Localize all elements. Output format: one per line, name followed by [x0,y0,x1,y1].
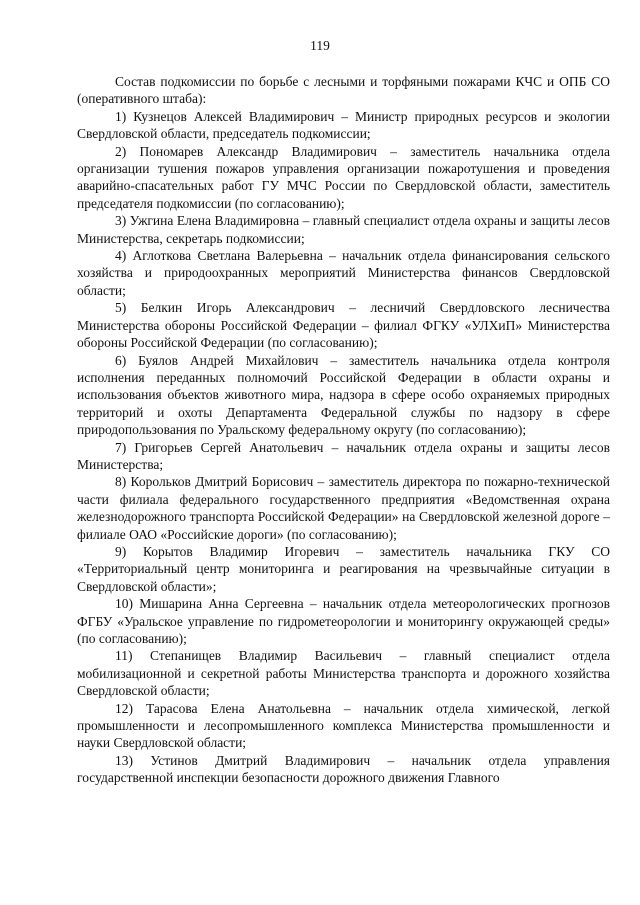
member-item-2: 2) Пономарев Александр Владимирович – заместитель начальника отдела организации тушения пожаров управления организации пожаротушения и проведения аварийно-спасательных работ ГУ МЧС России по Свердловской области, заместитель председателя подкомиссии (по согласованию); [77,143,610,211]
member-item-9: 9) Корытов Владимир Игоревич – заместитель начальника ГКУ СО «Территориальный центр мониторинга и реагирования на чрезвычайные ситуации в Свердловской области»; [77,543,610,594]
member-item-6: 6) Буялов Андрей Михайлович – заместитель начальника отдела контроля исполнения переданных полномочий Российской Федерации в области охраны и использования объектов животного мира, надзора в сфере особо охраняемых природных территорий и охоты Департамента Федеральной службы по надзору в сфере природопользования по Уральскому федеральному округу (по согласованию); [77,352,610,438]
member-item-5: 5) Белкин Игорь Александрович – лесничий Свердловского лесничества Министерства обороны Российской Федерации – филиал ФГКУ «УЛХиП» Министерства обороны Российской Федерации (по согласованию); [77,300,610,351]
member-item-12: 12) Тарасова Елена Анатольевна – начальник отдела химической, легкой промышленности и лесопромышленного комплекса Министерства промышленности и науки Свердловской области; [77,700,610,751]
document-body [77,73,610,787]
member-item-8: 8) Корольков Дмитрий Борисович – заместитель директора по пожарно-технической части филиала федерального государственного предприятия «Ведомственная охрана железнодорожного транспорта Российской Федерации» на Свердловской железной дороге – филиале ОАО «Российские дороги» (по согласованию); [77,474,610,542]
member-item-3: 3) Ужгина Елена Владимировна – главный специалист отдела охраны и защиты лесов Министерства, секретарь подкомиссии; [77,213,610,246]
intro-paragraph: Состав подкомиссии по борьбе с лесными и торфяными пожарами КЧС и ОПБ СО (оперативного штаба): [77,74,610,107]
member-item-13: 13) Устинов Дмитрий Владимирович – начальник отдела управления государственной инспекции безопасности дорожного движения Главного [77,752,610,786]
member-item-1: 1) Кузнецов Алексей Владимирович – Министр природных ресурсов и экологии Свердловской области, председатель подкомиссии; [77,108,610,142]
member-item-4: 4) Аглоткова Светлана Валерьевна – начальник отдела финансирования сельского хозяйства и природоохранных мероприятий Министерства финансов Свердловской области; [77,248,610,298]
page-number: 119 [310,38,330,53]
member-item-7: 7) Григорьев Сергей Анатольевич – начальник отдела охраны и защиты лесов Министерства; [77,439,610,472]
member-item-11: 11) Степанищев Владимир Васильевич – главный специалист отдела мобилизационной и секретной работы Министерства транспорта и дорожного хозяйства Свердловской области; [77,648,610,699]
member-item-10: 10) Мишарина Анна Сергеевна – начальник отдела метеорологических прогнозов ФГБУ «Уральское управление по гидрометеорологии и мониторингу окружающей среды» (по согласованию); [77,596,610,646]
